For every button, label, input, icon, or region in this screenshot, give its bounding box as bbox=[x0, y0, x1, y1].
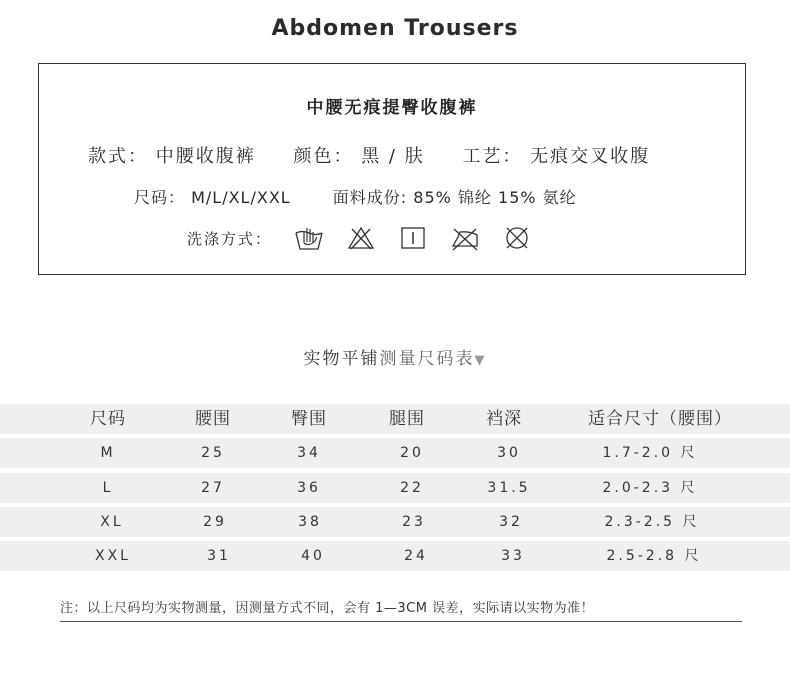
product-spec-row bbox=[134, 185, 613, 208]
header-hip: 臀围 bbox=[291, 409, 327, 429]
header-thigh: 腿围 bbox=[389, 409, 425, 429]
page-title: Abdomen Trousers bbox=[271, 16, 519, 41]
product-name: 中腰无痕提臀收腹裤 bbox=[306, 98, 478, 118]
product-attributes-row bbox=[88, 142, 680, 168]
size-chart-title bbox=[0, 344, 790, 369]
table-header-row bbox=[0, 404, 790, 434]
sizes-text: 尺码： M/L/XL/XXL bbox=[134, 188, 291, 207]
cell-size: L bbox=[102, 480, 114, 496]
style-text: 款式： 中腰收腹裤 bbox=[88, 146, 256, 167]
table-row bbox=[0, 473, 790, 503]
measurement-note: 注：以上尺码均为实物测量，因测量方式不同，会有 1—3CM 误差，实际请以实物为准！ bbox=[60, 597, 742, 622]
no-iron-icon bbox=[450, 225, 480, 251]
cell-fit-size: 1.7-2.0 尺 bbox=[602, 445, 698, 461]
cell-thigh: 22 bbox=[400, 480, 424, 496]
cell-thigh: 20 bbox=[400, 445, 424, 461]
cell-hip: 38 bbox=[298, 514, 322, 530]
fabric-text: 面料成份: 85% 锦纶 15% 氨纶 bbox=[332, 188, 577, 207]
no-dry-clean-icon bbox=[502, 225, 532, 251]
cell-rise: 32 bbox=[499, 514, 523, 530]
hand-wash-icon bbox=[294, 225, 324, 251]
craft-text: 工艺： 无痕交叉收腹 bbox=[462, 146, 651, 167]
product-info-box bbox=[38, 63, 746, 275]
size-chart-title-dark: 实物平铺 bbox=[303, 349, 380, 369]
cell-hip: 40 bbox=[301, 548, 325, 564]
header-waist: 腰围 bbox=[195, 409, 231, 429]
cell-rise: 33 bbox=[501, 548, 525, 564]
cell-rise: 31.5 bbox=[487, 480, 531, 496]
cell-hip: 36 bbox=[297, 480, 321, 496]
no-bleach-icon bbox=[346, 225, 376, 251]
table-row bbox=[0, 438, 790, 468]
down-arrow-icon: ▼ bbox=[474, 353, 487, 368]
cell-thigh: 24 bbox=[404, 548, 428, 564]
cell-waist: 25 bbox=[201, 445, 225, 461]
wash-method-row bbox=[187, 225, 532, 251]
color-text: 颜色： 黑 / 肤 bbox=[293, 146, 425, 167]
header-size: 尺码 bbox=[90, 409, 126, 429]
wash-label: 洗涤方式： bbox=[187, 229, 273, 248]
cell-waist: 27 bbox=[201, 480, 225, 496]
size-chart-title-light: 测量尺码表 bbox=[379, 349, 475, 369]
cell-thigh: 23 bbox=[402, 514, 426, 530]
header-fit-size: 适合尺寸（腰围） bbox=[588, 409, 732, 429]
cell-fit-size: 2.5-2.8 尺 bbox=[606, 548, 702, 564]
header-rise: 裆深 bbox=[486, 409, 522, 429]
cell-waist: 31 bbox=[207, 548, 231, 564]
cell-rise: 30 bbox=[497, 445, 521, 461]
cell-waist: 29 bbox=[203, 514, 227, 530]
table-row bbox=[0, 507, 790, 537]
line-dry-icon bbox=[398, 225, 428, 251]
cell-size: XL bbox=[100, 514, 124, 530]
table-row bbox=[0, 541, 790, 571]
cell-hip: 34 bbox=[297, 445, 321, 461]
cell-fit-size: 2.3-2.5 尺 bbox=[604, 514, 700, 530]
cell-size: M bbox=[100, 445, 116, 461]
cell-size: XXL bbox=[95, 548, 131, 564]
cell-fit-size: 2.0-2.3 尺 bbox=[602, 480, 698, 496]
